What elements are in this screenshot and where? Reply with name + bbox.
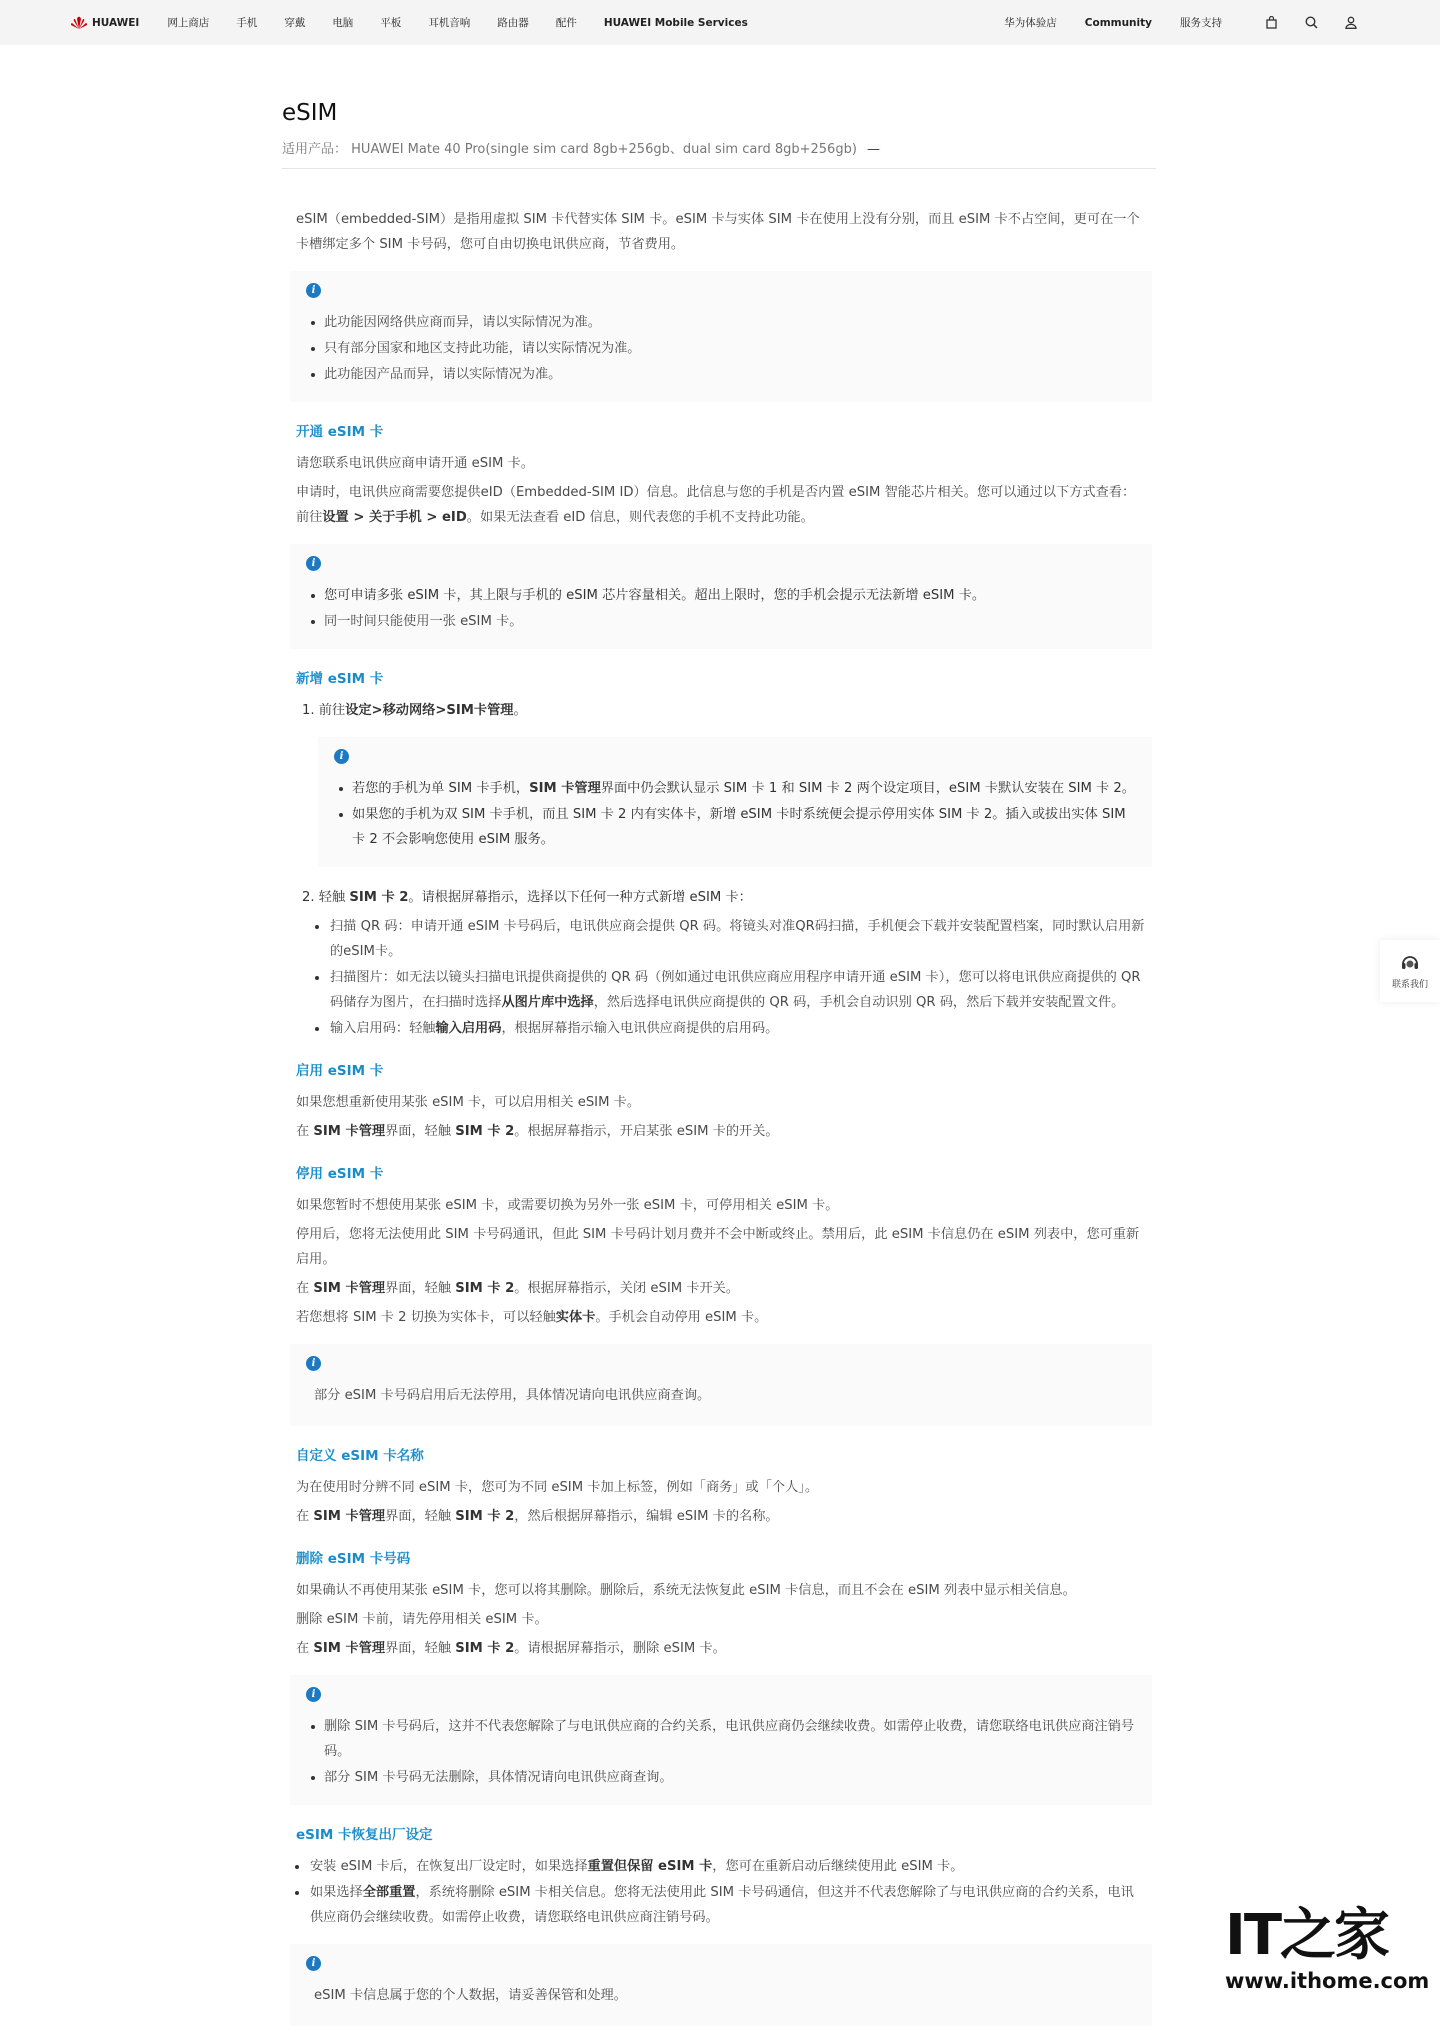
nav-item-experience-store[interactable]: 华为体验店 bbox=[1004, 17, 1057, 29]
text: 在 bbox=[296, 1641, 314, 1656]
note-item: 同一时间只能使用一张 eSIM 卡。 bbox=[306, 609, 1136, 634]
info-icon: i bbox=[306, 1956, 321, 1971]
section-heading-activate: 开通 eSIM 卡 bbox=[296, 424, 384, 440]
paragraph: 为在使用时分辨不同 eSIM 卡，您可为不同 eSIM 卡加上标签，例如「商务」或「个人」。 bbox=[296, 1480, 819, 1495]
article bbox=[282, 100, 1156, 2044]
info-icon: i bbox=[306, 283, 321, 298]
user-icon[interactable] bbox=[1344, 16, 1358, 30]
ithome-watermark bbox=[1225, 1903, 1430, 1993]
note-box bbox=[290, 1675, 1152, 1805]
note-box bbox=[290, 271, 1152, 402]
info-icon: i bbox=[306, 1687, 321, 1702]
option: SIM 卡 2 bbox=[455, 1641, 515, 1656]
method-item: 扫描 QR 码：申请开通 eSIM 卡号码后，电讯供应商会提供 QR 码。将镜头对准QR码扫描，手机便会下载并安装配置档案，同时默认启用新的eSIM卡。 bbox=[310, 914, 1146, 964]
note-item: 此功能因网络供应商而异，请以实际情况为准。 bbox=[306, 310, 1136, 335]
menu-path: 设定>移动网络>SIM卡管理 bbox=[345, 703, 514, 718]
option: 实体卡 bbox=[555, 1310, 596, 1325]
headset-icon bbox=[1400, 953, 1420, 973]
info-icon: i bbox=[306, 556, 321, 571]
nav-item-phones[interactable]: 手机 bbox=[236, 17, 258, 29]
menu-name: SIM 卡管理 bbox=[313, 1641, 386, 1656]
note-item: 您可申请多张 eSIM 卡，其上限与手机的 eSIM 芯片容量相关。超出上限时，您的手机会提示无法新增 eSIM 卡。 bbox=[306, 583, 1136, 608]
text: 输入启用码：轻触 bbox=[330, 1021, 436, 1036]
text: 界面，轻触 bbox=[385, 1124, 456, 1139]
note-box bbox=[290, 1944, 1152, 2026]
section-heading-delete: 删除 eSIM 卡号码 bbox=[296, 1551, 411, 1567]
note-item: 只有部分国家和地区支持此功能，请以实际情况为准。 bbox=[306, 336, 1136, 361]
info-icon: i bbox=[334, 749, 349, 764]
menu-name: SIM 卡管理 bbox=[313, 1124, 386, 1139]
top-nav bbox=[0, 0, 1440, 45]
watermark-url: www.ithome.com bbox=[1225, 1969, 1430, 1993]
text: 。根据屏幕指示，关闭 eSIM 卡开关。 bbox=[514, 1281, 740, 1296]
paragraph: 如果您想重新使用某张 eSIM 卡，可以启用相关 eSIM 卡。 bbox=[296, 1095, 641, 1110]
menu-name: SIM 卡管理 bbox=[313, 1509, 386, 1524]
nav-item-wearables[interactable]: 穿戴 bbox=[284, 17, 306, 29]
paragraph bbox=[296, 1276, 1146, 1301]
option: 从图片库中选择 bbox=[501, 995, 594, 1010]
nav-item-audio[interactable]: 耳机音响 bbox=[428, 17, 471, 29]
option: SIM 卡 2 bbox=[455, 1509, 515, 1524]
note-item bbox=[334, 776, 1136, 801]
step-1 bbox=[296, 698, 1146, 723]
text: 在 bbox=[296, 1124, 314, 1139]
intro-text: eSIM（embedded-SIM）是指用虚拟 SIM 卡代替实体 SIM 卡。eSIM 卡与实体 SIM 卡在使用上没有分别，而且 eSIM 卡不占空间，更可在一个卡槽绑定多个 SIM 卡号码，您可自由切换电讯供应商，节省费用。 bbox=[296, 212, 1140, 252]
text: 。 bbox=[513, 703, 527, 718]
text: 。根据屏幕指示，开启某张 eSIM 卡的开关。 bbox=[514, 1124, 779, 1139]
note-item: 如果您的手机为双 SIM 卡手机，而且 SIM 卡 2 内有实体卡，新增 eSIM 卡时系统便会提示停用实体 SIM 卡 2。插入或拔出实体 SIM 卡 2 不会影响您使用 eSIM 服务。 bbox=[334, 802, 1136, 852]
paragraph: 请您联系电讯供应商申请开通 eSIM 卡。 bbox=[296, 456, 534, 471]
nav-item-community[interactable]: Community bbox=[1084, 16, 1152, 29]
nav-item-hms[interactable]: HUAWEI Mobile Services bbox=[603, 16, 748, 29]
paragraph bbox=[296, 1305, 1146, 1330]
nav-item-tablets[interactable]: 平板 bbox=[380, 17, 402, 29]
note-item: 删除 SIM 卡号码后，这并不代表您解除了与电讯供应商的合约关系，电讯供应商仍会继续收费。如需停止收费，请您联络电讯供应商注销号码。 bbox=[306, 1714, 1136, 1764]
section-heading-factory-reset: eSIM 卡恢复出厂设定 bbox=[296, 1827, 433, 1843]
menu-name: SIM 卡管理 bbox=[529, 781, 601, 796]
applicable-products bbox=[282, 138, 1156, 169]
text: 申请时，电讯供应商需要您提供eID（Embedded-SIM ID）信息。此信息与您的手机是否内置 eSIM 智能芯片相关。您可以通过以下方式查看：前往 bbox=[296, 485, 1136, 525]
note-box bbox=[318, 737, 1152, 867]
text: ，系统将删除 eSIM 卡相关信息。您将无法使用此 SIM 卡号码通信，但这并不代表您解除了与电讯供应商的合约关系，电讯供应商仍会继续收费。如需停止收费，请您联络电讯供应商注销号码。 bbox=[310, 1885, 1134, 1925]
product-collapse-toggle[interactable]: — bbox=[867, 142, 881, 157]
option: 重置但保留 eSIM 卡 bbox=[587, 1859, 713, 1874]
option: 输入启用码 bbox=[435, 1021, 502, 1036]
nav-item-laptops[interactable]: 电脑 bbox=[332, 17, 354, 29]
list-item bbox=[290, 1854, 1146, 1879]
contact-us-label: 联系我们 bbox=[1391, 979, 1428, 990]
text: 安装 eSIM 卡后，在恢复出厂设定时，如果选择 bbox=[310, 1859, 588, 1874]
text: 1. 前往 bbox=[302, 703, 346, 718]
text: ，然后根据屏幕指示，编辑 eSIM 卡的名称。 bbox=[514, 1509, 779, 1524]
text: 2. 轻触 bbox=[302, 890, 350, 905]
text: 在 bbox=[296, 1509, 314, 1524]
text: ，您可在重新启动后继续使用此 eSIM 卡。 bbox=[712, 1859, 964, 1874]
paragraph bbox=[296, 480, 1146, 530]
text: 。请根据屏幕指示，删除 eSIM 卡。 bbox=[514, 1641, 726, 1656]
option: 全部重置 bbox=[362, 1885, 416, 1900]
paragraph bbox=[296, 1119, 1146, 1144]
nav-item-support[interactable]: 服务支持 bbox=[1180, 17, 1222, 29]
section-heading-rename: 自定义 eSIM 卡名称 bbox=[296, 1448, 424, 1464]
option: SIM 卡 2 bbox=[349, 890, 409, 905]
text: 若您想将 SIM 卡 2 切换为实体卡，可以轻触 bbox=[296, 1310, 556, 1325]
paragraph bbox=[296, 1636, 1146, 1661]
text: 界面中仍会默认显示 SIM 卡 1 和 SIM 卡 2 两个设定项目，eSIM 卡默认安装在 SIM 卡 2。 bbox=[600, 781, 1135, 796]
paragraph: 停用后，您将无法使用此 SIM 卡号码通讯，但此 SIM 卡号码计划月费并不会中断或终止。禁用后，此 eSIM 卡信息仍在 eSIM 列表中，您可重新启用。 bbox=[296, 1227, 1140, 1267]
option: SIM 卡 2 bbox=[455, 1281, 515, 1296]
note-item: 此功能因产品而异，请以实际情况为准。 bbox=[306, 362, 1136, 387]
text: 界面，轻触 bbox=[385, 1509, 456, 1524]
step-2 bbox=[296, 885, 1146, 910]
text: ，然后选择电讯供应商提供的 QR 码，手机会自动识别 QR 码，然后下载并安装配置文件。 bbox=[593, 995, 1125, 1010]
paragraph: 删除 eSIM 卡前，请先停用相关 eSIM 卡。 bbox=[296, 1612, 548, 1627]
info-icon: i bbox=[306, 1356, 321, 1371]
paragraph: 如果您暂时不想使用某张 eSIM 卡，或需要切换为另外一张 eSIM 卡，可停用相关 eSIM 卡。 bbox=[296, 1198, 839, 1213]
text: 。请根据屏幕指示，选择以下任何一种方式新增 eSIM 卡： bbox=[408, 890, 752, 905]
paragraph: 如果确认不再使用某张 eSIM 卡，您可以将其删除。删除后，系统无法恢复此 eSIM 卡信息，而且不会在 eSIM 列表中显示相关信息。 bbox=[296, 1583, 1076, 1598]
list-item bbox=[290, 1880, 1146, 1930]
product-label: 适用产品： bbox=[282, 142, 348, 157]
contact-us-button[interactable] bbox=[1380, 940, 1440, 1002]
huawei-flower-icon bbox=[70, 16, 88, 30]
shopping-bag-icon[interactable] bbox=[1264, 16, 1278, 30]
note-text: eSIM 卡信息属于您的个人数据，请妥善保管和处理。 bbox=[314, 1988, 627, 2003]
watermark-logo: IT之家 bbox=[1225, 1903, 1389, 1968]
text: 界面，轻触 bbox=[385, 1281, 456, 1296]
huawei-logo[interactable] bbox=[70, 16, 139, 30]
text: 扫描图片：如无法以镜头扫描电讯提供商提供的 QR 码（例如通过电讯供应商应用程序申请开通 eSIM 卡），您可以将电讯供应商提供的 QR 码储存为图片，在扫描时选择 bbox=[330, 970, 1141, 1010]
method-item bbox=[310, 1016, 1146, 1041]
product-value: HUAWEI Mate 40 Pro(single sim card 8gb+256gb、dual sim card 8gb+256gb) bbox=[351, 142, 857, 157]
menu-path: 设置 > 关于手机 > eID bbox=[322, 510, 467, 525]
section-heading-disable: 停用 eSIM 卡 bbox=[296, 1166, 384, 1182]
nav-item-routers[interactable]: 路由器 bbox=[497, 17, 529, 29]
menu-name: SIM 卡管理 bbox=[313, 1281, 386, 1296]
option: SIM 卡 2 bbox=[455, 1124, 515, 1139]
note-item: 部分 SIM 卡号码无法删除，具体情况请向电讯供应商查询。 bbox=[306, 1765, 1136, 1790]
note-text: 部分 eSIM 卡号码启用后无法停用，具体情况请向电讯供应商查询。 bbox=[314, 1388, 711, 1403]
text: ，根据屏幕指示输入电讯供应商提供的启用码。 bbox=[501, 1021, 779, 1036]
brand-name: HUAWEI bbox=[92, 16, 140, 29]
search-icon[interactable] bbox=[1304, 16, 1318, 30]
text: 。如果无法查看 eID 信息，则代表您的手机不支持此功能。 bbox=[466, 510, 814, 525]
paragraph bbox=[296, 1504, 1146, 1529]
note-box bbox=[290, 544, 1152, 649]
section-heading-add: 新增 eSIM 卡 bbox=[296, 671, 384, 687]
method-item bbox=[310, 965, 1146, 1015]
nav-item-store[interactable]: 网上商店 bbox=[167, 17, 210, 29]
text: 在 bbox=[296, 1281, 314, 1296]
text: 若您的手机为单 SIM 卡手机， bbox=[352, 781, 530, 796]
text: 如果选择 bbox=[310, 1885, 363, 1900]
text: 。手机会自动停用 eSIM 卡。 bbox=[595, 1310, 768, 1325]
note-box bbox=[290, 1344, 1152, 1426]
page-title: eSIM bbox=[282, 100, 338, 126]
section-heading-enable: 启用 eSIM 卡 bbox=[296, 1063, 384, 1079]
nav-item-accessories[interactable]: 配件 bbox=[555, 17, 577, 29]
text: 界面，轻触 bbox=[385, 1641, 456, 1656]
